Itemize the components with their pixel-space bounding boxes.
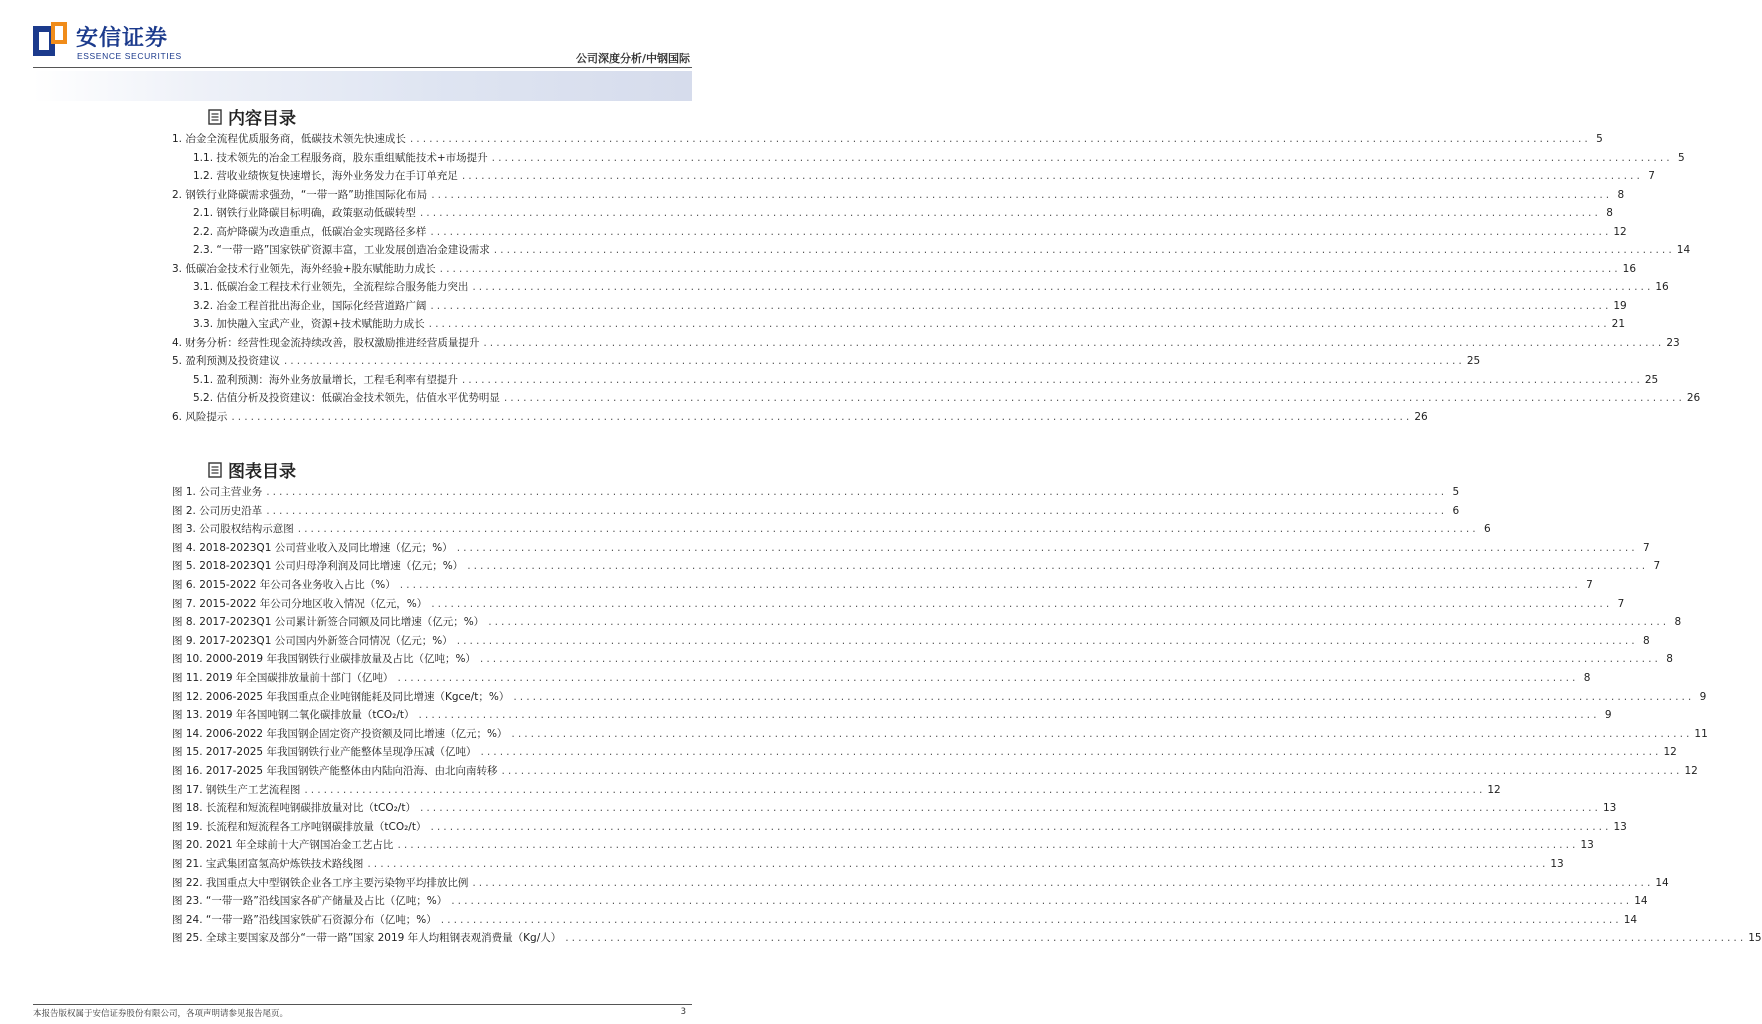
dot-leader xyxy=(437,916,1624,926)
toc-entry[interactable] xyxy=(172,316,1626,332)
figure-entry[interactable] xyxy=(172,503,1460,519)
entry-page-number: 5 xyxy=(1452,486,1460,498)
figure-entry[interactable] xyxy=(172,744,1677,760)
entry-label: 图 1. 公司主营业务 xyxy=(172,486,263,498)
header-band xyxy=(33,71,692,101)
entry-label: 图 11. 2019 年全国碳排放量前十部门（亿吨） xyxy=(172,672,394,684)
figure-entry[interactable] xyxy=(172,856,1564,872)
toc-title-text: 内容目录 xyxy=(228,109,296,129)
entry-page-number: 16 xyxy=(1622,262,1637,275)
entry-label: 图 6. 2015-2022 年公司各业务收入占比（%） xyxy=(172,579,396,591)
entry-page-number: 9 xyxy=(1699,690,1707,703)
entry-label: 图 5. 2018-2023Q1 公司归母净利润及同比增速（亿元；%） xyxy=(172,560,464,573)
entry-page-number: 14 xyxy=(1623,913,1638,926)
toc-entry[interactable] xyxy=(172,187,1625,203)
entry-label: 图 17. 钢铁生产工艺流程图 xyxy=(172,783,301,796)
entry-label: 5.2. 估值分析及投资建议：低碳冶金技术领先，估值水平优势明显 xyxy=(193,392,500,404)
dot-leader xyxy=(427,191,1614,201)
entry-label: 3.1. 低碳冶金工程技术行业领先，全流程综合服务能力突出 xyxy=(193,281,469,293)
entry-page-number: 7 xyxy=(1648,170,1655,182)
entry-page-number: 16 xyxy=(1655,281,1669,293)
dot-leader xyxy=(509,693,1696,703)
dot-leader xyxy=(497,767,1684,777)
entry-page-number: 14 xyxy=(1655,876,1669,889)
entry-page-number: 8 xyxy=(1617,188,1625,201)
toc-entry[interactable] xyxy=(172,242,1691,258)
dot-leader xyxy=(463,562,1650,572)
entry-page-number: 5 xyxy=(1596,133,1603,145)
entry-page-number: 7 xyxy=(1617,597,1625,610)
figure-entry[interactable] xyxy=(172,707,1612,723)
toc-entry[interactable] xyxy=(172,298,1627,314)
entry-label: 图 14. 2006-2022 年我国钢企固定资产投资额及同比增速（亿元；%） xyxy=(172,727,508,740)
dot-leader xyxy=(416,209,1603,219)
toc-entry[interactable] xyxy=(172,372,1659,388)
entry-page-number: 9 xyxy=(1604,709,1612,722)
toc-entry[interactable] xyxy=(172,224,1627,240)
entry-page-number: 25 xyxy=(1466,355,1481,367)
entry-label: 图 23. “一带一路”沿线国家各矿产储量及占比（亿吨；%） xyxy=(172,895,448,908)
dot-leader xyxy=(507,730,1694,740)
figure-entry[interactable] xyxy=(172,837,1594,853)
dot-leader xyxy=(393,674,1580,684)
dot-leader xyxy=(468,879,1655,889)
entry-page-number: 13 xyxy=(1613,820,1627,833)
entry-page-number: 12 xyxy=(1684,765,1698,777)
figure-entry[interactable] xyxy=(172,521,1491,537)
dot-leader xyxy=(447,897,1634,907)
toc-entry[interactable] xyxy=(172,335,1680,351)
entry-label: 图 7. 2015-2022 年公司分地区收入情况（亿元，%） xyxy=(172,597,428,610)
document-icon xyxy=(208,462,222,478)
essence-logo-icon xyxy=(33,22,67,60)
entry-label: 图 8. 2017-2023Q1 公司累计新签合同额及同比增速（亿元；%） xyxy=(172,616,485,629)
footer-disclaimer: 本报告版权属于安信证券股份有限公司，各项声明请参见报告尾页。 xyxy=(33,1009,289,1019)
entry-page-number: 21 xyxy=(1611,318,1626,330)
toc-entry[interactable] xyxy=(172,353,1481,369)
figure-entry[interactable] xyxy=(172,930,1762,946)
figure-entry[interactable] xyxy=(172,689,1707,705)
figure-entry[interactable] xyxy=(172,670,1591,686)
toc-entry[interactable] xyxy=(172,131,1603,147)
entry-page-number: 12 xyxy=(1663,746,1677,759)
dot-leader xyxy=(415,711,1602,721)
footer-divider xyxy=(33,1004,692,1005)
entry-label: 图 2. 公司历史沿革 xyxy=(172,504,263,517)
entry-page-number: 7 xyxy=(1643,541,1650,554)
entry-label: 图 13. 2019 年各国吨钢二氧化碳排放量（tCO₂/t） xyxy=(172,709,415,722)
dot-leader xyxy=(280,357,1467,367)
figures-title-text: 图表目录 xyxy=(228,462,296,482)
dot-leader xyxy=(363,860,1550,870)
dot-leader xyxy=(458,172,1645,182)
entry-page-number: 8 xyxy=(1666,653,1673,666)
entry-page-number: 6 xyxy=(1484,523,1491,536)
entry-label: 4. 财务分析：经营性现金流持续改善，股权激励推进经营质量提升 xyxy=(172,336,480,349)
dot-leader xyxy=(262,488,1449,498)
entry-label: 图 3. 公司股权结构示意图 xyxy=(172,523,294,536)
dot-leader xyxy=(425,320,1612,330)
entry-page-number: 7 xyxy=(1653,560,1661,573)
entry-label: 图 22. 我国重点大中型钢铁企业各工序主要污染物平均排放比例 xyxy=(172,876,469,889)
dot-leader xyxy=(294,525,1481,535)
dot-leader xyxy=(490,246,1677,256)
figure-entry[interactable] xyxy=(172,819,1627,835)
figure-entry[interactable] xyxy=(172,893,1648,909)
dot-leader xyxy=(453,544,1640,554)
entry-label: 2.3. “一带一路”国家铁矿资源丰富，工业发展创造冶金建设需求 xyxy=(193,244,490,256)
entry-label: 6. 风险提示 xyxy=(172,410,228,423)
figure-entry[interactable] xyxy=(172,875,1669,891)
dot-leader xyxy=(488,154,1675,164)
figure-entry[interactable] xyxy=(172,558,1661,574)
header-divider xyxy=(33,67,692,68)
brand-name-cn: 安信证券 xyxy=(76,26,169,51)
dot-leader xyxy=(468,283,1655,293)
figure-entry[interactable] xyxy=(172,596,1625,612)
entry-label: 图 24. “一带一路”沿线国家铁矿石资源分布（亿吨；%） xyxy=(172,913,437,926)
entry-page-number: 7 xyxy=(1586,579,1593,591)
toc-entry[interactable] xyxy=(172,390,1701,406)
entry-page-number: 8 xyxy=(1606,207,1613,219)
dot-leader xyxy=(396,581,1583,591)
dot-leader xyxy=(484,618,1671,628)
entry-label: 5. 盈利预测及投资建议 xyxy=(172,355,280,367)
entry-label: 图 20. 2021 年全球前十大产钢国冶金工艺占比 xyxy=(172,839,394,852)
figure-entry[interactable] xyxy=(172,484,1460,500)
figure-entry[interactable] xyxy=(172,633,1650,649)
figure-entry[interactable] xyxy=(172,651,1673,667)
entry-label: 3. 低碳冶金技术行业领先，海外经验+股东赋能助力成长 xyxy=(172,262,436,275)
entry-page-number: 25 xyxy=(1644,373,1659,386)
dot-leader xyxy=(436,265,1623,275)
dot-leader xyxy=(476,748,1663,758)
dot-leader xyxy=(426,228,1613,238)
figures-title xyxy=(208,457,296,482)
dot-leader xyxy=(426,302,1613,312)
dot-leader xyxy=(453,637,1640,647)
toc-entry[interactable] xyxy=(172,205,1613,221)
figure-entry[interactable] xyxy=(172,763,1698,779)
dot-leader xyxy=(300,786,1487,796)
entry-label: 图 10. 2000-2019 年我国钢铁行业碳排放量及占比（亿吨；%） xyxy=(172,653,476,666)
entry-label: 图 19. 长流程和短流程各工序吨钢碳排放量（tCO₂/t） xyxy=(172,820,427,833)
toc-entry[interactable] xyxy=(172,168,1655,184)
toc-entry[interactable] xyxy=(172,409,1428,425)
dot-leader xyxy=(227,413,1414,423)
dot-leader xyxy=(416,804,1603,814)
entry-page-number: 26 xyxy=(1414,410,1428,423)
dot-leader xyxy=(479,339,1666,349)
page-number: 3 xyxy=(680,1007,686,1017)
entry-page-number: 6 xyxy=(1452,504,1460,517)
entry-page-number: 8 xyxy=(1674,616,1682,629)
entry-label: 2.1. 钢铁行业降碳目标明确，政策驱动低碳转型 xyxy=(193,207,416,219)
dot-leader xyxy=(500,394,1687,404)
dot-leader xyxy=(427,600,1614,610)
dot-leader xyxy=(561,934,1748,944)
entry-label: 图 21. 宝武集团富氢高炉炼铁技术路线图 xyxy=(172,858,364,870)
toc-entry[interactable] xyxy=(172,261,1637,277)
toc-title xyxy=(208,104,296,129)
figure-entry[interactable] xyxy=(172,577,1593,593)
toc-entry[interactable] xyxy=(172,279,1669,295)
entry-page-number: 14 xyxy=(1676,244,1691,256)
entry-label: 3.3. 加快融入宝武产业，资源+技术赋能助力成长 xyxy=(193,318,425,330)
entry-label: 图 4. 2018-2023Q1 公司营业收入及同比增速（亿元；%） xyxy=(172,541,453,554)
dot-leader xyxy=(393,841,1580,851)
report-type-label: 公司深度分析/中钢国际 xyxy=(575,52,690,65)
entry-page-number: 19 xyxy=(1613,299,1627,312)
entry-page-number: 8 xyxy=(1643,634,1650,647)
entry-label: 1.2. 营收业绩恢复快速增长，海外业务发力在手订单充足 xyxy=(193,170,458,182)
entry-page-number: 5 xyxy=(1677,151,1685,164)
brand-name-en: ESSENCE SECURITIES xyxy=(77,51,182,61)
entry-label: 2. 钢铁行业降碳需求强劲，“一带一路”助推国际化布局 xyxy=(172,188,428,201)
figure-entry[interactable] xyxy=(172,540,1650,556)
entry-label: 图 15. 2017-2025 年我国钢铁行业产能整体呈现净压减（亿吨） xyxy=(172,746,477,759)
entry-page-number: 13 xyxy=(1550,858,1564,870)
entry-page-number: 14 xyxy=(1634,895,1648,908)
toc-entry[interactable] xyxy=(172,150,1685,166)
figure-entry[interactable] xyxy=(172,800,1617,816)
entry-label: 2.2. 高炉降碳为改造重点，低碳冶金实现路径多样 xyxy=(193,225,427,238)
entry-page-number: 12 xyxy=(1487,783,1501,796)
figure-entry[interactable] xyxy=(172,614,1682,630)
figure-entry[interactable] xyxy=(172,912,1638,928)
entry-page-number: 8 xyxy=(1583,672,1591,684)
entry-label: 图 18. 长流程和短流程吨钢碳排放量对比（tCO₂/t） xyxy=(172,802,416,815)
dot-leader xyxy=(426,823,1613,833)
entry-page-number: 15 xyxy=(1748,932,1762,945)
page-header xyxy=(0,0,724,100)
entry-label: 图 25. 全球主要国家及部分“一带一路”国家 2019 年人均粗钢表观消费量（Kg/人） xyxy=(172,932,562,945)
entry-label: 5.1. 盈利预测：海外业务放量增长，工程毛利率有望提升 xyxy=(193,373,458,386)
entry-page-number: 13 xyxy=(1580,839,1594,852)
dot-leader xyxy=(476,655,1663,665)
entry-page-number: 13 xyxy=(1602,802,1617,815)
entry-label: 3.2. 冶金工程首批出海企业，国际化经营道路广阔 xyxy=(193,299,427,312)
figure-entry[interactable] xyxy=(172,726,1708,742)
entry-page-number: 12 xyxy=(1613,225,1627,238)
dot-leader xyxy=(458,376,1645,386)
entry-page-number: 11 xyxy=(1694,727,1708,740)
entry-label: 图 9. 2017-2023Q1 公司国内外新签合同情况（亿元；%） xyxy=(172,634,453,647)
entry-page-number: 23 xyxy=(1666,336,1680,349)
figure-entry[interactable] xyxy=(172,782,1501,798)
entry-label: 图 16. 2017-2025 年我国钢铁产能整体由内陆向沿海、由北向南转移 xyxy=(172,765,498,777)
entry-label: 1. 冶金全流程优质服务商，低碳技术领先快速成长 xyxy=(172,133,406,145)
entry-label: 1.1. 技术领先的冶金工程服务商，股东重组赋能技术+市场提升 xyxy=(193,151,488,164)
document-icon xyxy=(208,109,222,125)
entry-page-number: 26 xyxy=(1686,392,1701,404)
dot-leader xyxy=(406,135,1593,145)
entry-label: 图 12. 2006-2025 年我国重点企业吨钢能耗及同比增速（Kgce/t；%） xyxy=(172,690,510,703)
dot-leader xyxy=(262,507,1449,517)
